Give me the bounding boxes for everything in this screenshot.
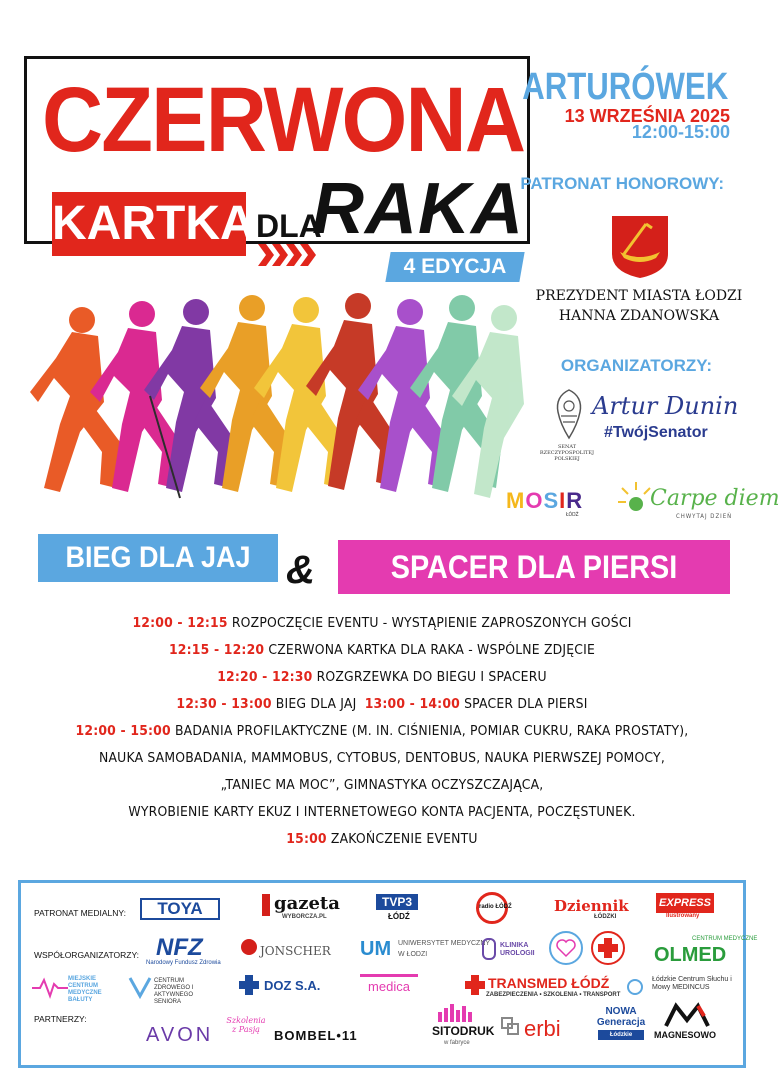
- schedule-text: SPACER DLA PIERSI: [464, 696, 588, 712]
- klinika-logo: KLINIKA UROLOGII: [500, 942, 535, 957]
- schedule-line: [31, 777, 734, 793]
- carpe-diem-logo: Carpe diem: [650, 486, 780, 511]
- medica-logo: medica: [360, 974, 418, 994]
- bieg-banner: BIEG DLA JAJ: [65, 541, 251, 574]
- schedule-time: 15:00: [286, 831, 327, 847]
- erbi-icon: [500, 1016, 520, 1036]
- schedule-time: 12:20 - 12:30: [217, 669, 313, 685]
- jonscher-logo: JONSCHER: [260, 944, 331, 958]
- senator-tag: #TwójSenator: [604, 424, 708, 441]
- nfz-logo: NFZ: [156, 934, 203, 961]
- jonscher-icon: [240, 936, 258, 958]
- event-date: 13 WRZEŚNIA 2025: [564, 106, 730, 126]
- magnesowo-icon: [664, 1002, 710, 1028]
- sitodruk-logo: SITODRUK: [432, 1024, 495, 1038]
- szkolenia-logo: Szkolenia z Pasją: [226, 1016, 266, 1034]
- organizatorzy-label: ORGANIZATORZY:: [560, 356, 712, 375]
- mosir-sub: ŁÓDŹ: [566, 512, 579, 518]
- wspolorganizatorzy-label: WSPÓŁORGANIZATORZY:: [34, 950, 140, 960]
- klinika-icon: [482, 938, 496, 960]
- event-time: 12:00-15:00: [631, 122, 730, 142]
- bombel-logo: BOMBEL•11: [274, 1028, 358, 1043]
- centrum-zdrowego-logo: CENTRUM ZDROWEGO I AKTYWNEGO SENIORA: [154, 978, 194, 1005]
- prezydent-line1: PREZYDENT MIASTA ŁODZI: [535, 288, 743, 304]
- schedule-text: ROZGRZEWKA DO BIEGU I SPACERU: [316, 669, 547, 685]
- schedule-line: [31, 723, 734, 739]
- um-logo-mark: UM: [360, 938, 392, 960]
- schedule-text: WYROBIENIE KARTY EKUZ I INTERNETOWEGO KONTA PACJENTA, POCZĘSTUNEK.: [128, 804, 636, 820]
- edition-text: 4 EDYCJA: [403, 255, 507, 278]
- dziennik-logo: Dziennik: [554, 897, 629, 915]
- schedule-time: 12:00 - 12:15: [132, 615, 228, 631]
- schedule-line: [31, 642, 734, 658]
- senior-center-icon: [128, 974, 152, 998]
- sitodruk-sub: w fabryce: [444, 1040, 470, 1046]
- schedule-line: [31, 669, 734, 685]
- express-logo: EXPRESS: [656, 893, 714, 913]
- runners-illustration: [30, 292, 530, 522]
- olmed-sub: CENTRUM MEDYCZNE: [692, 936, 758, 942]
- schedule-line: [31, 696, 734, 712]
- nfz-sub: Narodowy Fundusz Zdrowia: [146, 960, 221, 966]
- schedule-text: NAUKA SAMOBADANIA, MAMMOBUS, CYTOBUS, DENTOBUS, NAUKA PIERWSZEJ POMOCY,: [99, 750, 665, 766]
- chevrons-icon: [258, 244, 318, 266]
- patronat-honorowy-label: PATRONAT HONOROWY:: [520, 174, 724, 193]
- schedule-text: ROZPOCZĘCIE EVENTU - WYSTĄPIENIE ZAPROSZONYCH GOŚCI: [231, 615, 632, 631]
- mosir-logo: MOSIR: [506, 488, 584, 513]
- heartbeat-icon: [32, 976, 68, 998]
- transmed-cross-icon: [464, 974, 486, 996]
- tvp3-sub: ŁÓDŹ: [388, 912, 410, 921]
- title-raka: RAKA: [312, 169, 524, 249]
- dziennik-sub: ŁÓDZKI: [594, 914, 617, 920]
- express-sub: Ilustrowany: [666, 913, 700, 919]
- schedule-text: „TANIEC MA MOC”, GIMNASTYKA OCZYSZCZAJĄCA,: [220, 777, 544, 793]
- transmed-sub: ZABEZPIECZENIA • SZKOLENIA • TRANSPORT: [486, 992, 621, 998]
- medincus-logo: Łódzkie Centrum Słuchu i Mowy MEDINCUS: [652, 976, 732, 991]
- olmed-logo: OLMED: [654, 944, 727, 966]
- schedule-text: CZERWONA KARTKA DLA RAKA - WSPÓLNE ZDJĘCIE: [268, 642, 596, 658]
- senat-eagle-icon: [552, 388, 586, 442]
- gazeta-logo: gazeta: [274, 893, 340, 914]
- lodz-crest-icon: [610, 214, 670, 280]
- um-sub: W ŁODZI: [398, 951, 428, 958]
- nowa-generacja-logo: NOWA Generacja: [596, 1006, 646, 1028]
- centrum-baluty-logo: MIEJSKIE CENTRUM MEDYCZNE BAŁUTY: [68, 976, 102, 1003]
- medincus-icon: [626, 978, 644, 996]
- schedule-line: [31, 615, 734, 631]
- patronat-medialny-label: PATRONAT MEDIALNY:: [34, 908, 126, 918]
- schedule-time: 13:00 - 14:00: [364, 696, 460, 712]
- association-badge-icon: [548, 930, 584, 966]
- gazeta-mark-icon: [262, 894, 270, 916]
- erbi-logo: erbi: [524, 1016, 561, 1041]
- magnesowo-logo: MAGNESOWO: [654, 1030, 716, 1040]
- schedule-text: BIEG DLA JAJ: [275, 696, 357, 712]
- spacer-banner: SPACER DLA PIERSI: [390, 549, 678, 585]
- schedule-time: 12:30 - 13:00: [176, 696, 272, 712]
- radio-lodz-logo: radio ŁÓDŹ: [476, 892, 508, 924]
- senator-signature: Artur Dunin: [592, 392, 739, 420]
- schedule-text: ZAKOŃCZENIE EVENTU: [330, 831, 478, 847]
- toya-logo: TOYA: [140, 898, 220, 920]
- schedule-time: 12:00 - 15:00: [75, 723, 171, 739]
- schedule-line: [31, 804, 734, 820]
- gazeta-sub: WYBORCZA.PL: [282, 914, 327, 920]
- runner-silhouette: [30, 307, 120, 492]
- tvp3-logo: TVP3: [376, 894, 418, 910]
- title-dla: DLA: [256, 208, 322, 244]
- schedule-text: BADANIA PROFILAKTYCZNE (M. IN. CIŚNIENIA, POMIAR CUKRU, RAKA PROSTATY),: [174, 723, 689, 739]
- carpe-diem-sub: CHWYTAJ DZIEŃ: [676, 513, 733, 520]
- title-kartka: KARTKA: [52, 197, 255, 250]
- schedule-time: 12:15 - 12:20: [168, 642, 265, 658]
- doz-logo: DOZ S.A.: [264, 978, 321, 993]
- avon-logo: AVON: [146, 1024, 214, 1046]
- title-czerwona: CZERWONA: [42, 69, 525, 171]
- schedule-line: [31, 750, 734, 766]
- event-location: ARTURÓWEK: [522, 66, 728, 108]
- ampersand: &: [286, 548, 315, 592]
- schedule-line: [31, 831, 734, 847]
- um-logo: UNIWERSYTET MEDYCZNY: [398, 940, 491, 947]
- prezydent-line2: HANNA ZDANOWSKA: [558, 308, 720, 324]
- partnerzy-label: PARTNERZY:: [34, 1014, 87, 1024]
- sitodruk-bars-icon: [436, 1004, 480, 1022]
- red-cross-icon: [590, 930, 626, 966]
- nowa-generacja-sub: Łódzkie: [598, 1030, 644, 1040]
- transmed-logo: TRANSMED ŁÓDŹ: [488, 975, 610, 991]
- doz-icon: [238, 974, 260, 996]
- senat-text: SENAT RZECZYPOSPOLITEJ POLSKIEJ: [539, 444, 595, 462]
